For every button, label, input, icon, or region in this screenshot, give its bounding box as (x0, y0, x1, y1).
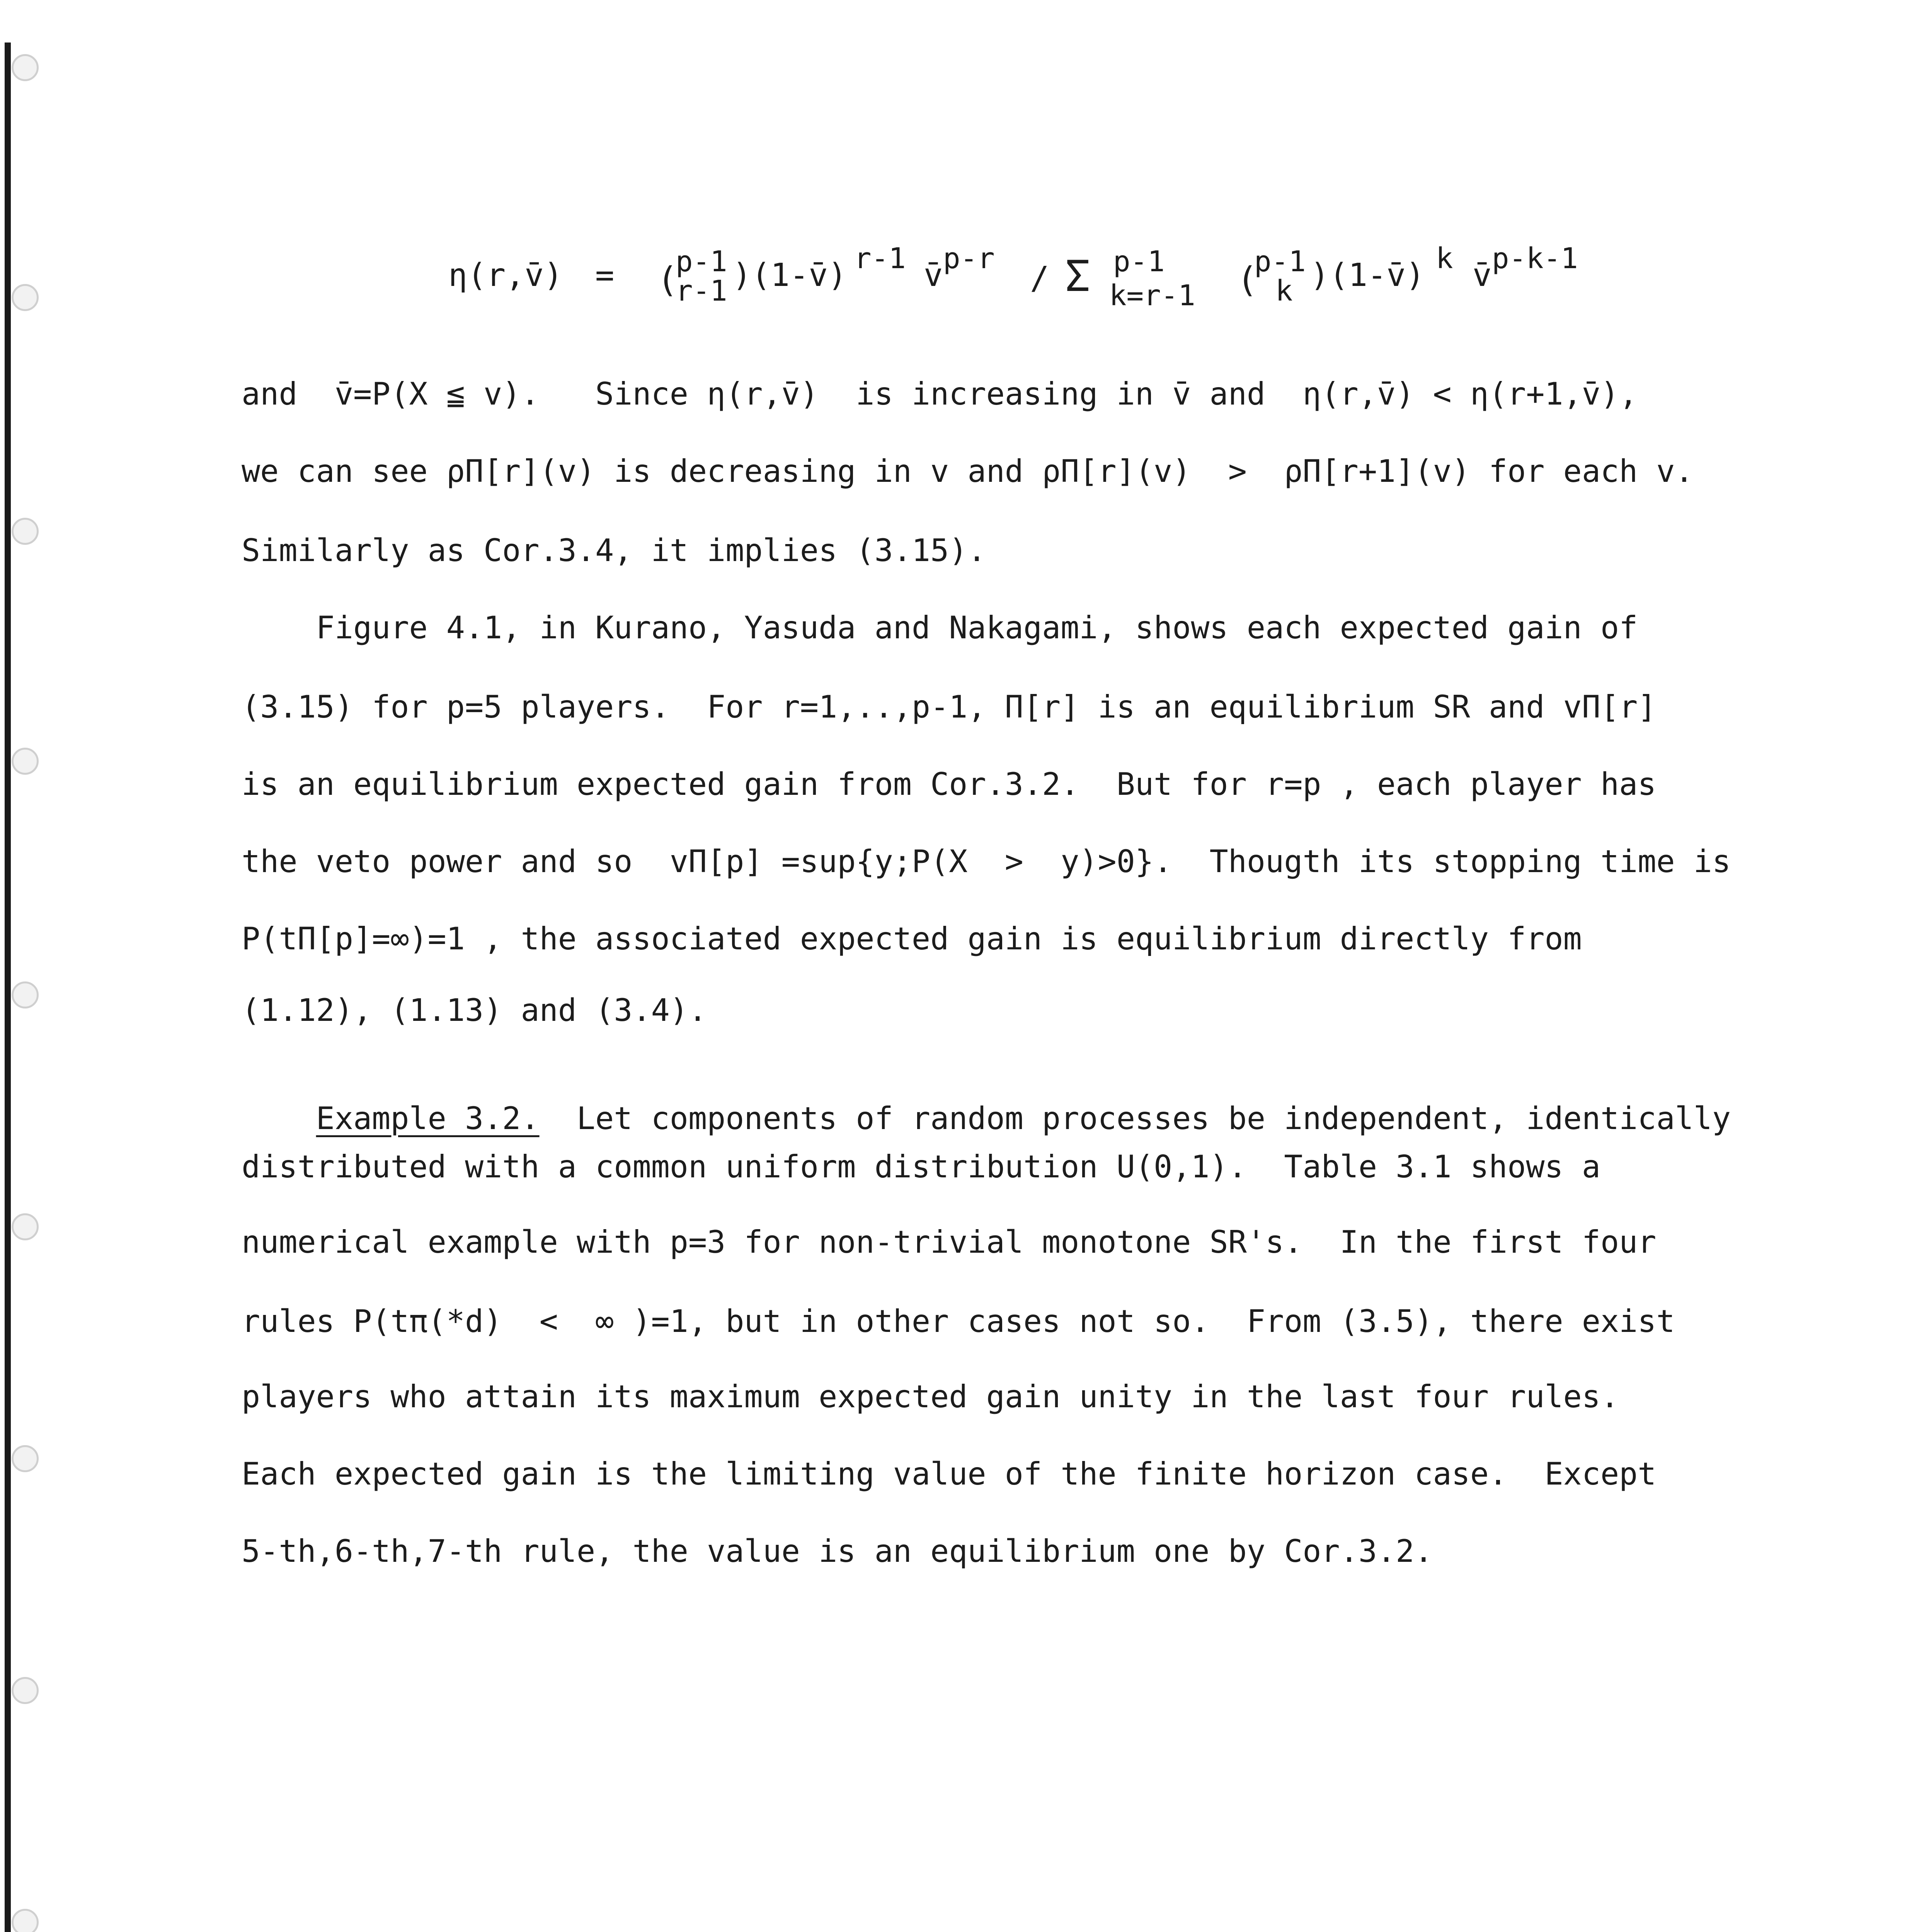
text-line: we can see ρΠ[r](v) is decreasing in v and ρΠ[r](v) > ρΠ[r+1](v) for each v. (242, 453, 1694, 489)
punch-hole-icon (12, 1445, 39, 1472)
eq-binom2-bottom: k (1275, 274, 1293, 308)
eq-exponent3: k (1436, 242, 1453, 275)
text-line: players who attain its maximum expected gain unity in the last four rules. (242, 1379, 1619, 1415)
eq-vbar2: v̄ (1473, 257, 1492, 294)
example-line1-rest: Let components of random processes be independent, identically (539, 1100, 1731, 1136)
text-line: Figure 4.1, in Kurano, Yasuda and Nakagami, shows each expected gain of (242, 610, 1638, 646)
eq-lhs: η(r,v̄) (448, 257, 563, 294)
eq-binom2-top: p-1 (1254, 245, 1306, 278)
punch-hole-icon (12, 54, 39, 81)
eq-paren-open: ( (657, 260, 678, 300)
text-line: the veto power and so vΠ[p] =sup{y;P(X > y)>0}. Thougth its stopping time is (242, 844, 1731, 879)
eq-binom1-bottom: r-1 (676, 274, 727, 308)
punch-hole-icon (12, 748, 39, 775)
text-line: (1.12), (1.13) and (3.4). (242, 992, 707, 1028)
eq-exponent2: p-r (943, 242, 995, 275)
text-line: P(tΠ[p]=∞)=1 , the associated expected gain is equilibrium directly from (242, 921, 1582, 957)
text-line: is an equilibrium expected gain from Cor.3.2. But for r=p , each player has (242, 766, 1657, 802)
eq-equals: = (595, 257, 615, 294)
eq-exponent1: r-1 (854, 242, 906, 275)
eq-slash: / (1030, 260, 1049, 297)
eq-factor2: )(1-v̄) (1310, 257, 1425, 294)
text-line: 5-th,6-th,7-th rule, the value is an equilibrium one by Cor.3.2. (242, 1533, 1433, 1569)
text-line: and v̄=P(X ≦ v). Since η(r,v̄) is increasing in v̄ and η(r,v̄) < η(r+1,v̄), (242, 376, 1638, 412)
punch-hole-icon (12, 981, 39, 1009)
text-line: (3.15) for p=5 players. For r=1,..,p-1, Π[r] is an equilibrium SR and vΠ[r] (242, 689, 1657, 725)
text-line: rules P(tπ(*d) < ∞ )=1, but in other cases not so. From (3.5), there exist (242, 1303, 1675, 1339)
eq-sum-lower: k=r-1 (1109, 279, 1195, 312)
text-line: numerical example with p=3 for non-trivial monotone SR's. In the first four (242, 1224, 1657, 1260)
eq-sigma: Σ (1065, 252, 1091, 301)
eq-factor1: )(1-v̄) (732, 257, 847, 294)
punch-hole-icon (12, 1213, 39, 1240)
punch-hole-icon (12, 1909, 39, 1932)
punch-hole-icon (12, 284, 39, 311)
example-heading: Example 3.2. (316, 1100, 540, 1136)
eq-paren-open-2: ( (1237, 260, 1258, 300)
text-line: distributed with a common uniform distribution U(0,1). Table 3.1 shows a (242, 1149, 1600, 1185)
eq-vbar1: v̄ (924, 257, 943, 294)
text-line: Each expected gain is the limiting value of the finite horizon case. Except (242, 1456, 1657, 1492)
text-line: Similarly as Cor.3.4, it implies (3.15). (242, 532, 986, 568)
eq-exponent4: p-k-1 (1492, 242, 1578, 275)
punch-hole-icon (12, 1677, 39, 1704)
eq-binom1-top: p-1 (676, 245, 727, 278)
eq-sum-upper: p-1 (1113, 245, 1165, 278)
punch-hole-icon (12, 518, 39, 545)
binder-edge-line (5, 43, 11, 1932)
